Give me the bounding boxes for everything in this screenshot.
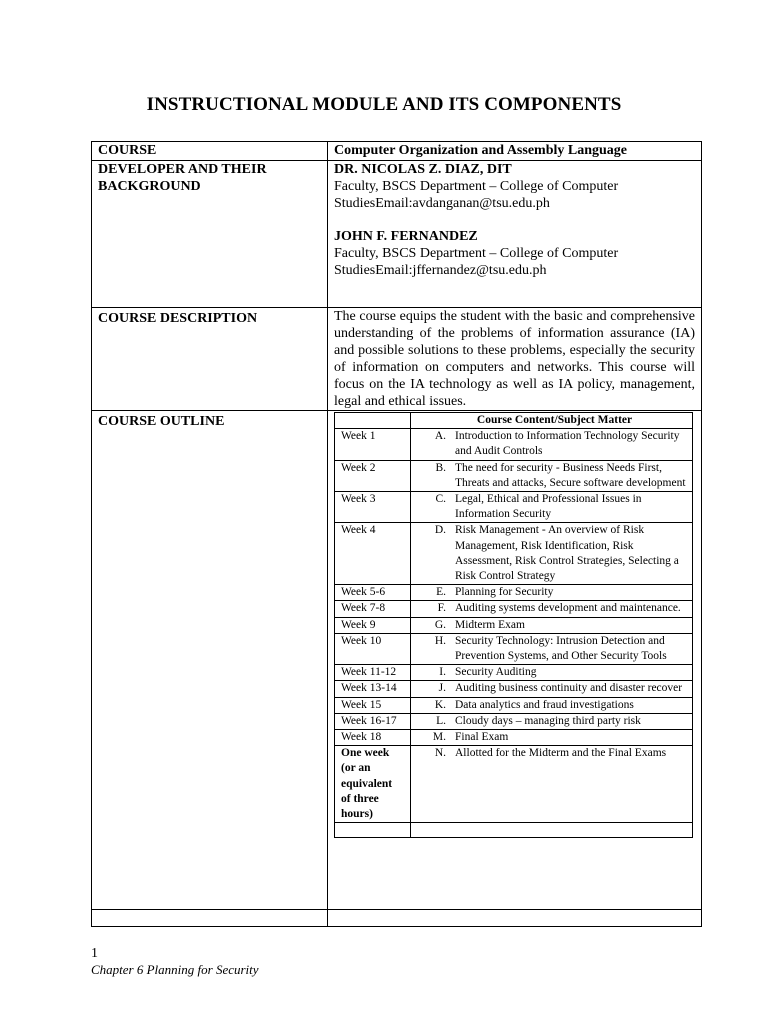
outline-content bbox=[411, 585, 693, 601]
outline-row-item bbox=[335, 460, 693, 491]
outline-cell bbox=[328, 411, 702, 910]
developer-affiliation: Faculty, BSCS Department – College of Computer bbox=[334, 246, 619, 261]
outline-letter: H. bbox=[434, 634, 446, 647]
module-table bbox=[91, 141, 702, 927]
outline-text: Introduction to Information Technology Security and Audit Controls bbox=[455, 430, 680, 458]
developer-email: StudiesEmail:jffernandez@tsu.edu.ph bbox=[334, 263, 547, 278]
outline-letter: L. bbox=[436, 714, 446, 727]
outline-letter: F. bbox=[437, 602, 446, 615]
description-text: The course equips the student with the basic and comprehensive understanding of the problems of information assurance (IA) and possible solutions to these problems, especially the security of information on computers and networks. This course will focus on the IA technology as well as IA policy, management, legal and ethical issues. bbox=[328, 308, 702, 411]
week-line: of three bbox=[341, 792, 379, 805]
outline-row-item bbox=[335, 601, 693, 617]
outline-table bbox=[334, 412, 693, 838]
developer-details bbox=[328, 161, 702, 308]
outline-text: Security Technology: Intrusion Detection and Prevention Systems, and Other Security Tools bbox=[455, 634, 667, 663]
week-line: equivalent bbox=[341, 777, 393, 790]
description-label: COURSE DESCRIPTION bbox=[92, 308, 328, 411]
course-row bbox=[92, 142, 702, 161]
outline-week bbox=[335, 746, 411, 823]
outline-content bbox=[411, 730, 693, 746]
outline-row-item bbox=[335, 617, 693, 633]
outline-content bbox=[411, 633, 693, 664]
outline-week: Week 2 bbox=[335, 460, 411, 491]
page-number: 1 bbox=[91, 946, 98, 961]
outline-content bbox=[411, 492, 693, 523]
developer-row bbox=[92, 161, 702, 308]
outline-row-item bbox=[335, 730, 693, 746]
outline-row-item bbox=[335, 429, 693, 460]
outline-row-item bbox=[335, 492, 693, 523]
outline-week: Week 7-8 bbox=[335, 601, 411, 617]
outline-text: Final Exam bbox=[455, 731, 509, 744]
outline-week: Week 18 bbox=[335, 730, 411, 746]
outline-header-blank bbox=[335, 413, 411, 429]
outline-content bbox=[411, 617, 693, 633]
outline-week: Week 4 bbox=[335, 523, 411, 585]
outline-week: Week 13-14 bbox=[335, 681, 411, 697]
chapter-footer: Chapter 6 Planning for Security bbox=[91, 962, 259, 977]
outline-text: Risk Management - An overview of Risk Management, Risk Identification, Risk Assessment, Risk Control Strategies, Selecting a Risk Control Strategy bbox=[455, 524, 679, 583]
outline-row-item bbox=[335, 633, 693, 664]
outline-week: Week 5-6 bbox=[335, 585, 411, 601]
outline-week: Week 15 bbox=[335, 697, 411, 713]
outline-letter: M. bbox=[432, 731, 446, 744]
outline-header-row bbox=[335, 413, 693, 429]
course-label: COURSE bbox=[92, 142, 328, 161]
outline-letter: G. bbox=[434, 618, 446, 631]
developer-label-line2: BACKGROUND bbox=[98, 179, 201, 194]
developer-email: StudiesEmail:avdanganan@tsu.edu.ph bbox=[334, 196, 550, 211]
outline-final-row bbox=[335, 746, 693, 823]
outline-row-item bbox=[335, 523, 693, 585]
outline-content bbox=[411, 681, 693, 697]
developer-label-line1: DEVELOPER AND THEIR bbox=[98, 162, 267, 177]
outline-content bbox=[411, 601, 693, 617]
course-value: Computer Organization and Assembly Language bbox=[328, 142, 702, 161]
week-line: One week bbox=[341, 747, 390, 760]
outline-content bbox=[411, 697, 693, 713]
developer-label bbox=[92, 161, 328, 308]
outline-week: Week 10 bbox=[335, 633, 411, 664]
empty-row bbox=[92, 910, 702, 927]
outline-label: COURSE OUTLINE bbox=[92, 411, 328, 910]
outline-row-item bbox=[335, 585, 693, 601]
outline-text: Auditing systems development and maintenance. bbox=[455, 602, 681, 615]
week-line: hours) bbox=[341, 808, 373, 821]
outline-letter: K. bbox=[434, 698, 446, 711]
outline-text: Security Auditing bbox=[455, 666, 537, 679]
outline-content bbox=[411, 429, 693, 460]
outline-text: The need for security - Business Needs First, Threats and attacks, Secure software development bbox=[455, 461, 686, 489]
outline-text: Data analytics and fraud investigations bbox=[455, 698, 634, 711]
developer-name: DR. NICOLAS Z. DIAZ, DIT bbox=[334, 162, 512, 177]
outline-letter: I. bbox=[439, 666, 446, 679]
developer-name: JOHN F. FERNANDEZ bbox=[334, 229, 478, 244]
outline-week: Week 9 bbox=[335, 617, 411, 633]
outline-letter: J. bbox=[438, 682, 446, 695]
outline-week: Week 3 bbox=[335, 492, 411, 523]
outline-letter: B. bbox=[435, 461, 446, 474]
outline-header: Course Content/Subject Matter bbox=[411, 413, 693, 429]
page-title: INSTRUCTIONAL MODULE AND ITS COMPONENTS bbox=[146, 94, 622, 115]
outline-row-item bbox=[335, 665, 693, 681]
outline-text: Cloudy days – managing third party risk bbox=[455, 714, 641, 727]
outline-empty-row bbox=[335, 823, 693, 838]
outline-letter: A. bbox=[434, 430, 446, 443]
week-line: (or an bbox=[341, 762, 371, 775]
outline-week: Week 11-12 bbox=[335, 665, 411, 681]
outline-row-item bbox=[335, 713, 693, 729]
outline-content bbox=[411, 746, 693, 823]
outline-text: Legal, Ethical and Professional Issues in Information Security bbox=[455, 493, 642, 521]
outline-row bbox=[92, 411, 702, 910]
outline-text: Allotted for the Midterm and the Final Exams bbox=[455, 747, 667, 760]
outline-text: Auditing business continuity and disaster recover bbox=[455, 682, 683, 695]
outline-letter: N. bbox=[434, 747, 446, 760]
outline-letter: C. bbox=[435, 493, 446, 506]
outline-week: Week 1 bbox=[335, 429, 411, 460]
outline-row-item bbox=[335, 697, 693, 713]
outline-letter: E. bbox=[436, 586, 446, 599]
outline-content bbox=[411, 713, 693, 729]
description-row bbox=[92, 308, 702, 411]
developer-affiliation: Faculty, BSCS Department – College of Computer bbox=[334, 179, 619, 194]
outline-week: Week 16-17 bbox=[335, 713, 411, 729]
outline-content bbox=[411, 523, 693, 585]
outline-text: Midterm Exam bbox=[455, 618, 525, 631]
outline-text: Planning for Security bbox=[455, 586, 554, 599]
outline-content bbox=[411, 665, 693, 681]
outline-row-item bbox=[335, 681, 693, 697]
outline-content bbox=[411, 460, 693, 491]
outline-letter: D. bbox=[434, 524, 446, 537]
